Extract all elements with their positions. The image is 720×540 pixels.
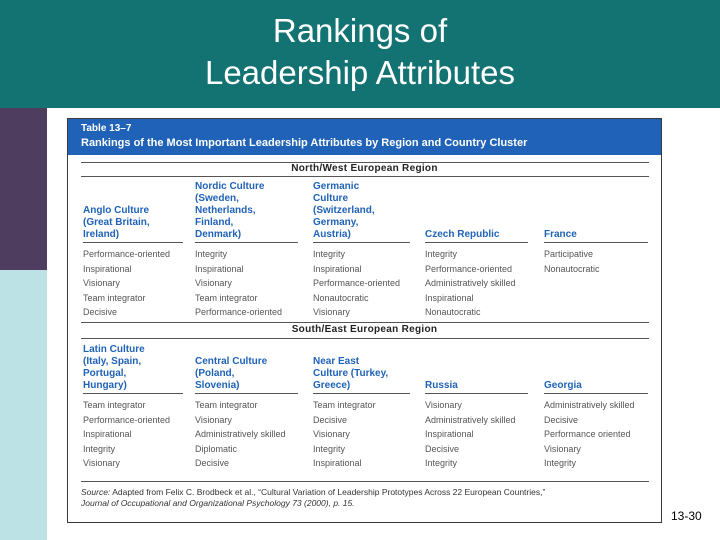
column-header-nordic — [195, 181, 298, 243]
attribute-item: Inspirational — [83, 429, 132, 440]
attribute-item: Decisive — [195, 458, 230, 469]
attribute-item: Performance-oriented — [195, 307, 283, 318]
attribute-item: Visionary — [195, 414, 232, 425]
attribute-item: Integrity — [313, 249, 346, 259]
attribute-item: Inspirational — [83, 263, 132, 274]
source-journal: Journal of Occupational and Organizational Psychology 73 (2000), p. 15. — [81, 498, 355, 508]
region-rule — [81, 176, 649, 177]
attribute-item: Performance-oriented — [425, 263, 513, 274]
attribute-item: Team integrator — [313, 400, 376, 410]
attribute-item: Decisive — [425, 443, 460, 454]
attribute-item: Inspirational — [313, 263, 362, 274]
column-header-text: Nordic Culture (Sweden, Netherlands, Finland, Denmark) — [195, 181, 265, 240]
source-text: Adapted from Felix C. Brodbeck et al., “Cultural Variation of Leadership Prototypes Across 22 European Countries,” — [112, 487, 546, 497]
column-header-text: Central Culture (Poland, Slovenia) — [195, 356, 268, 391]
attribute-item: Visionary — [544, 443, 581, 454]
column-header-latin — [83, 344, 183, 394]
region-title-south-east: South/East European Region — [291, 324, 438, 335]
table-header — [68, 119, 661, 155]
table-bottom-rule — [81, 481, 649, 482]
column-header-georgia — [544, 344, 648, 394]
attribute-item: Inspirational — [195, 263, 244, 274]
attribute-list — [83, 398, 170, 471]
column-header-text: Germanic Culture (Switzerland, Germany, Austria) — [313, 181, 375, 240]
attribute-list — [544, 247, 600, 276]
table-source-note — [81, 487, 651, 509]
attribute-item: Nonautocratic — [313, 292, 369, 303]
side-accent-dark — [0, 108, 47, 270]
table-number: Table 13–7 — [81, 123, 132, 134]
attribute-item: Inspirational — [425, 429, 474, 440]
attribute-item: Integrity — [425, 458, 458, 469]
source-label: Source: — [81, 487, 111, 497]
column-header-france — [544, 181, 648, 243]
column-header-central — [195, 344, 298, 394]
side-accent-light — [0, 270, 47, 540]
column-header-text: Russia — [425, 380, 458, 391]
attribute-item: Team integrator — [83, 292, 146, 303]
region-rule — [81, 322, 649, 323]
column-header-text: Georgia — [544, 380, 582, 391]
slide-title-line-1: Rankings of — [272, 12, 448, 49]
attribute-item: Nonautocratic — [544, 263, 600, 274]
attribute-item: Team integrator — [195, 292, 258, 303]
attribute-list — [425, 247, 516, 320]
attribute-item: Administratively skilled — [425, 278, 516, 289]
attribute-item: Visionary — [313, 307, 350, 318]
column-header-text: Near East Culture (Turkey, Greece) — [313, 356, 389, 391]
attribute-item: Integrity — [195, 249, 228, 259]
attribute-item: Visionary — [83, 278, 120, 289]
attribute-list — [83, 247, 170, 320]
attribute-item: Integrity — [83, 443, 116, 454]
attribute-item: Administratively skilled — [544, 400, 635, 410]
attribute-list — [313, 398, 376, 471]
attribute-item: Administratively skilled — [425, 414, 516, 425]
attribute-item: Performance-oriented — [83, 414, 171, 425]
attribute-item: Diplomatic — [195, 443, 238, 454]
attribute-item: Performance oriented — [544, 429, 631, 440]
table-title: Rankings of the Most Important Leadership Attributes by Region and Country Cluster — [81, 137, 528, 149]
attribute-item: Participative — [544, 249, 594, 259]
column-header-text: Czech Republic — [425, 229, 500, 240]
column-header-germanic — [313, 181, 410, 243]
attribute-item: Integrity — [544, 458, 577, 469]
column-header-text: Anglo Culture (Great Britain, Ireland) — [83, 205, 150, 240]
attribute-list — [195, 398, 286, 471]
attribute-item: Visionary — [195, 278, 232, 289]
table-figure — [67, 118, 662, 523]
slide-title-line-2: Leadership Attributes — [204, 54, 516, 91]
attribute-item: Performance-oriented — [313, 278, 401, 289]
attribute-item: Decisive — [544, 414, 579, 425]
page-number: 13-30 — [671, 509, 702, 523]
slide-title — [0, 10, 720, 94]
attribute-item: Team integrator — [83, 400, 146, 410]
region-rule — [81, 338, 649, 339]
attribute-item: Team integrator — [195, 400, 258, 410]
attribute-list — [195, 247, 282, 320]
attribute-item: Visionary — [313, 429, 350, 440]
attribute-item: Visionary — [425, 400, 462, 410]
attribute-item: Decisive — [313, 414, 348, 425]
attribute-item: Visionary — [83, 458, 120, 469]
column-header-near-east — [313, 344, 410, 394]
attribute-item: Integrity — [425, 249, 458, 259]
attribute-item: Administratively skilled — [195, 429, 286, 440]
region-title-north-west: North/West European Region — [291, 163, 438, 174]
column-header-text: Latin Culture (Italy, Spain, Portugal, Hungary) — [83, 344, 145, 391]
attribute-item: Integrity — [313, 443, 346, 454]
attribute-list — [425, 398, 516, 471]
attribute-item: Inspirational — [425, 292, 474, 303]
column-header-russia — [425, 344, 528, 394]
attribute-list — [313, 247, 400, 320]
attribute-item: Inspirational — [313, 458, 362, 469]
attribute-item: Nonautocratic — [425, 307, 481, 318]
column-header-anglo — [83, 181, 183, 243]
column-header-czech — [425, 181, 528, 243]
attribute-list — [544, 398, 635, 471]
column-header-text: France — [544, 229, 577, 240]
attribute-item: Performance-oriented — [83, 249, 171, 259]
attribute-item: Decisive — [83, 307, 118, 318]
